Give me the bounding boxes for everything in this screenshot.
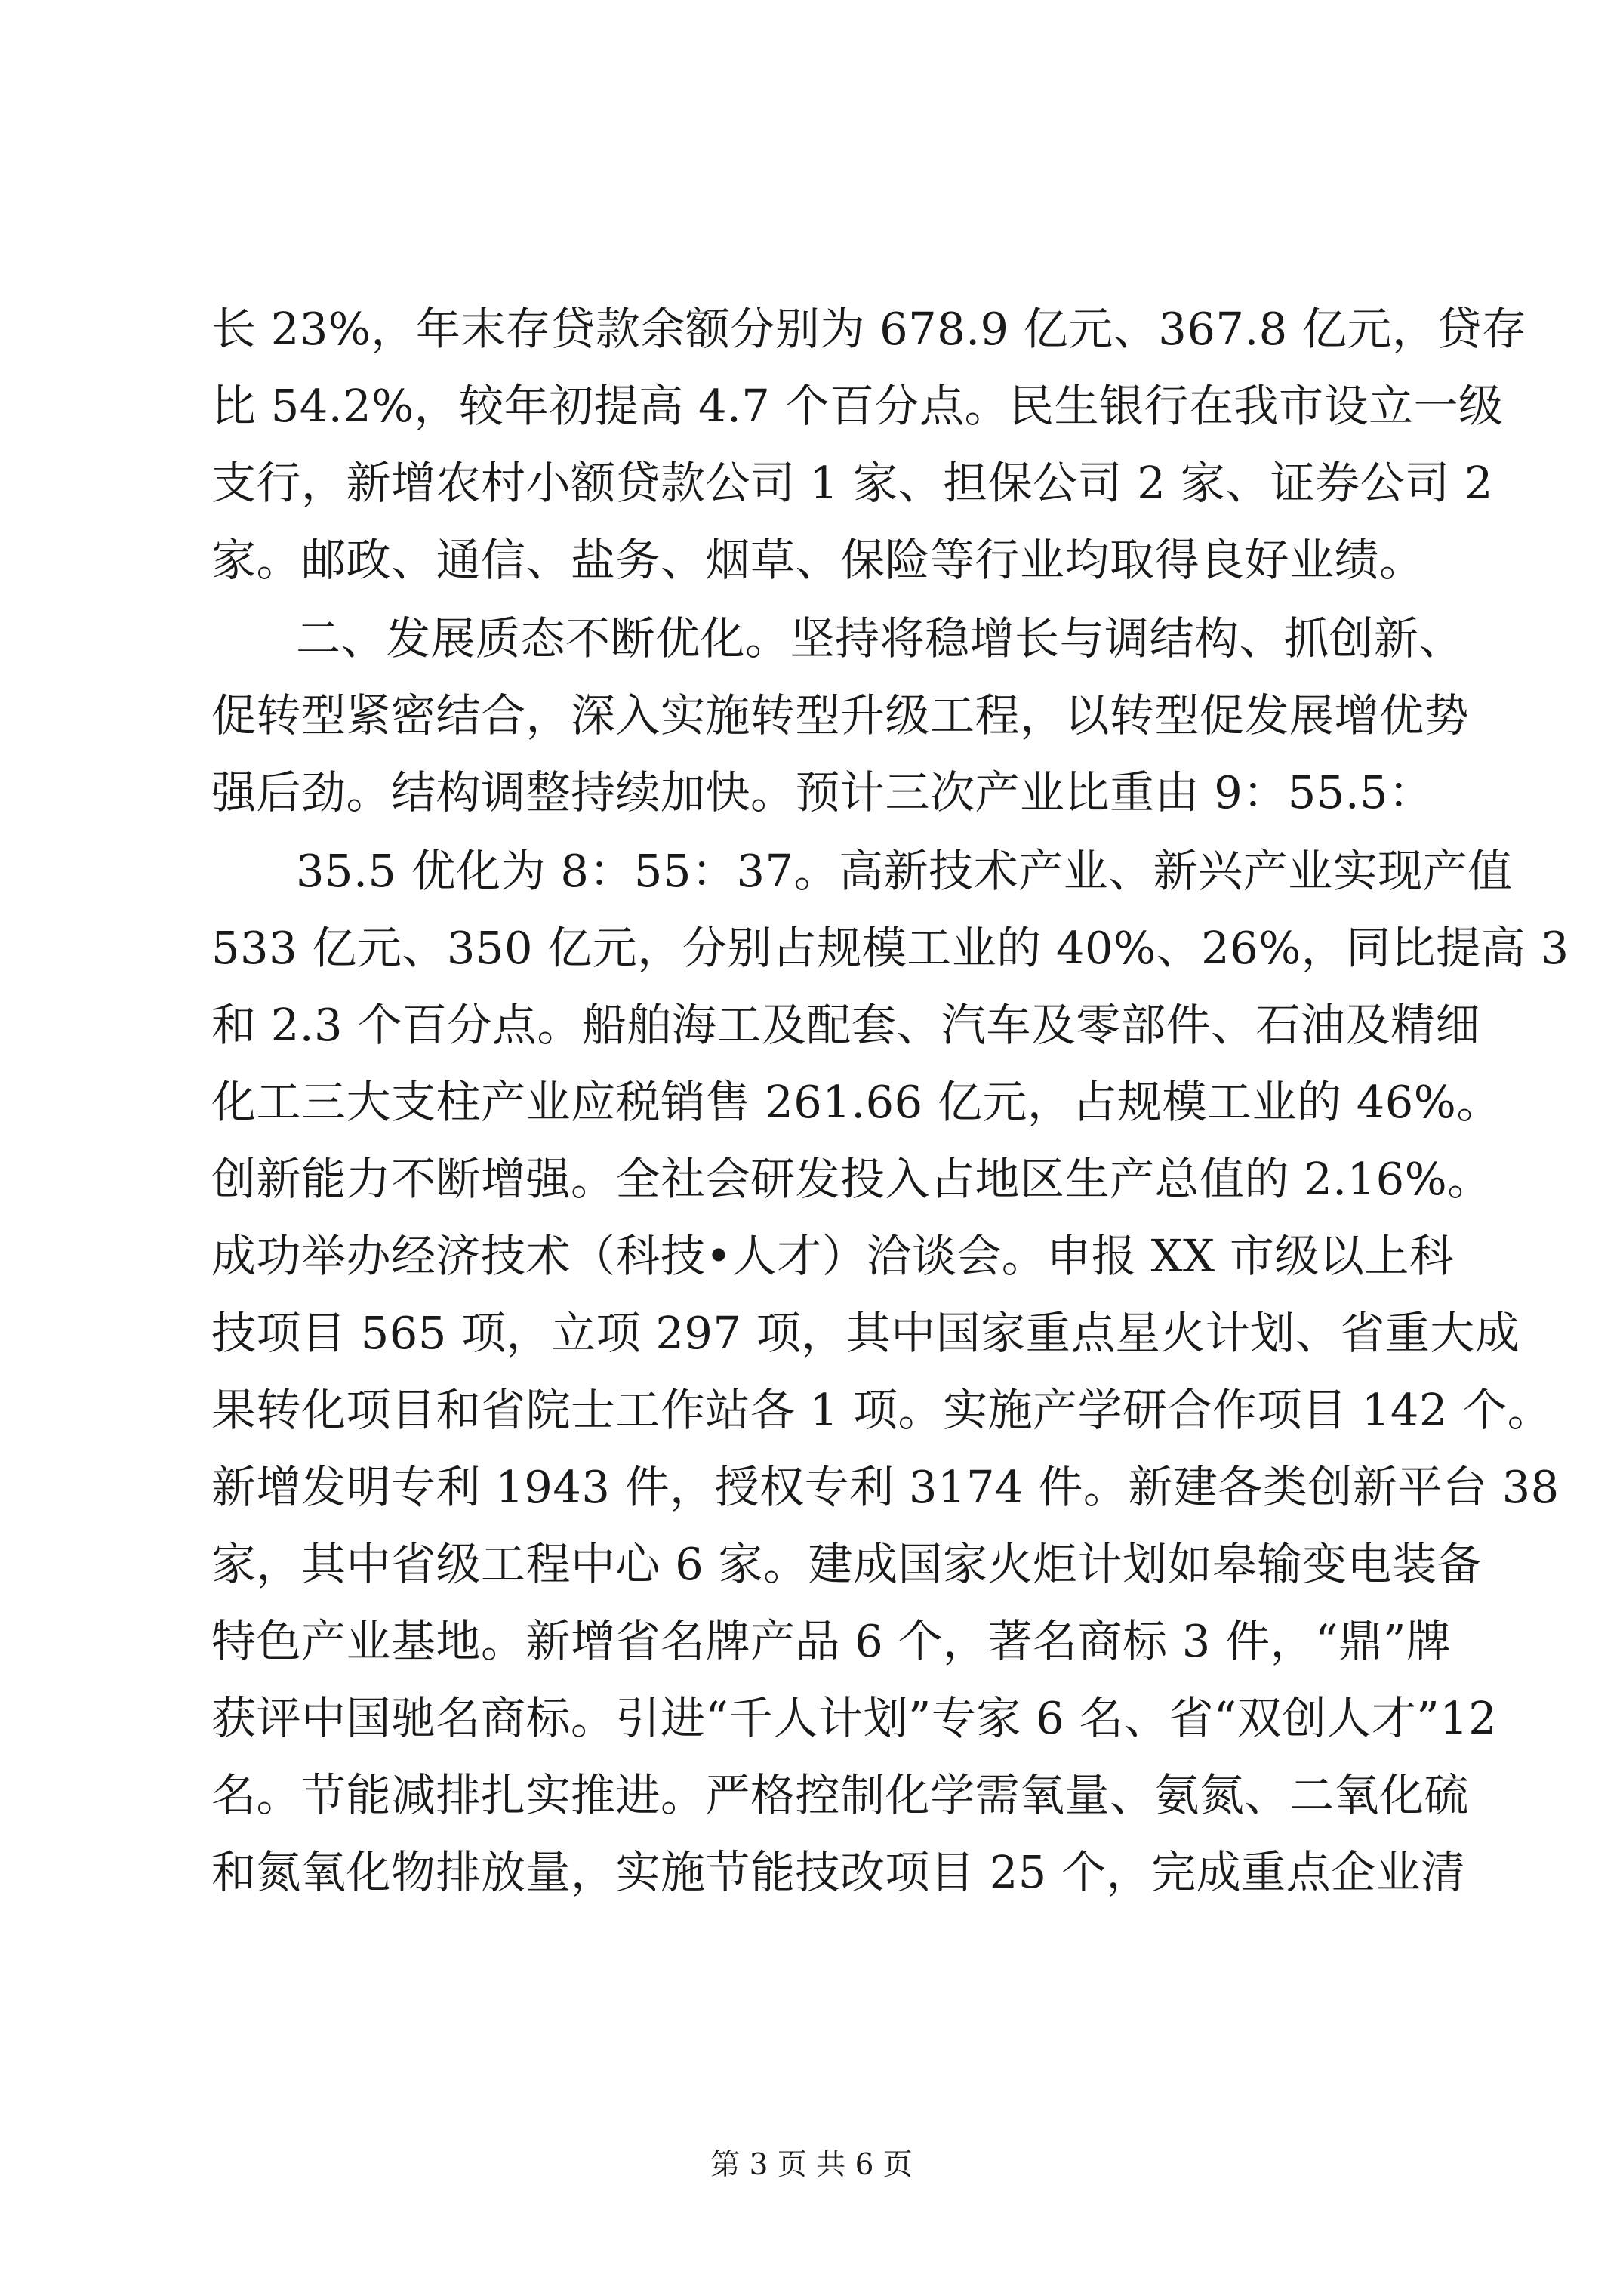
text-line: 支行，新增农村小额贷款公司 1 家、担保公司 2 家、证券公司 2 [211, 457, 1493, 509]
text-line: 创新能力不断增强。全社会研发投入占地区生产总值的 2.16%。 [211, 1153, 1492, 1205]
text-line: 和氮氧化物排放量，实施节能技改项目 25 个，完成重点企业清 [211, 1846, 1466, 1898]
text-line: 比 54.2%，较年初提高 4.7 个百分点。民生银行在我市设立一级 [211, 380, 1504, 432]
text-line: 和 2.3 个百分点。船舶海工及配套、汽车及零部件、石油及精细 [211, 999, 1480, 1051]
text-line: 促转型紧密结合，深入实施转型升级工程，以转型促发展增优势 [211, 689, 1470, 741]
text-line: 获评中国驰名商标。引进“千人计划”专家 6 名、省“双创人才”12 [211, 1692, 1498, 1744]
text-line: 新增发明专利 1943 件，授权专利 3174 件。新建各类创新平台 38 [211, 1461, 1560, 1513]
page-number-footer: 第 3 页 共 6 页 [710, 2148, 913, 2182]
text-line: 技项目 565 项，立项 297 项，其中国家重点星火计划、省重大成 [211, 1307, 1520, 1359]
paragraph-start-line: 二、发展质态不断优化。坚持将稳增长与调结构、抓创新、 [296, 612, 1464, 664]
text-line: 成功举办经济技术（科技•人才）洽谈会。申报 XX 市级以上科 [211, 1230, 1455, 1282]
paragraph-start-line: 35.5 优化为 8：55：37。高新技术产业、新兴产业实现产值 [296, 845, 1513, 897]
text-line: 家，其中省级工程中心 6 家。建成国家火炬计划如皋输变电装备 [211, 1538, 1483, 1590]
text-line: 果转化项目和省院士工作站各 1 项。实施产学研合作项目 142 个。 [211, 1384, 1553, 1436]
text-line: 强后劲。结构调整持续加快。预计三次产业比重由 9：55.5： [211, 766, 1434, 818]
text-line: 533 亿元、350 亿元，分别占规模工业的 40%、26%，同比提高 3 [211, 922, 1569, 974]
text-line: 化工三大支柱产业应税销售 261.66 亿元，占规模工业的 46%。 [211, 1076, 1501, 1128]
text-line: 特色产业基地。新增省名牌产品 6 个，著名商标 3 件，“鼎”牌 [211, 1615, 1452, 1667]
text-line: 家。邮政、通信、盐务、烟草、保险等行业均取得良好业绩。 [211, 534, 1424, 586]
text-line: 名。节能减排扎实推进。严格控制化学需氧量、氨氮、二氧化硫 [211, 1769, 1470, 1821]
text-line: 长 23%，年末存贷款余额分别为 678.9 亿元、367.8 亿元，贷存 [211, 303, 1527, 355]
